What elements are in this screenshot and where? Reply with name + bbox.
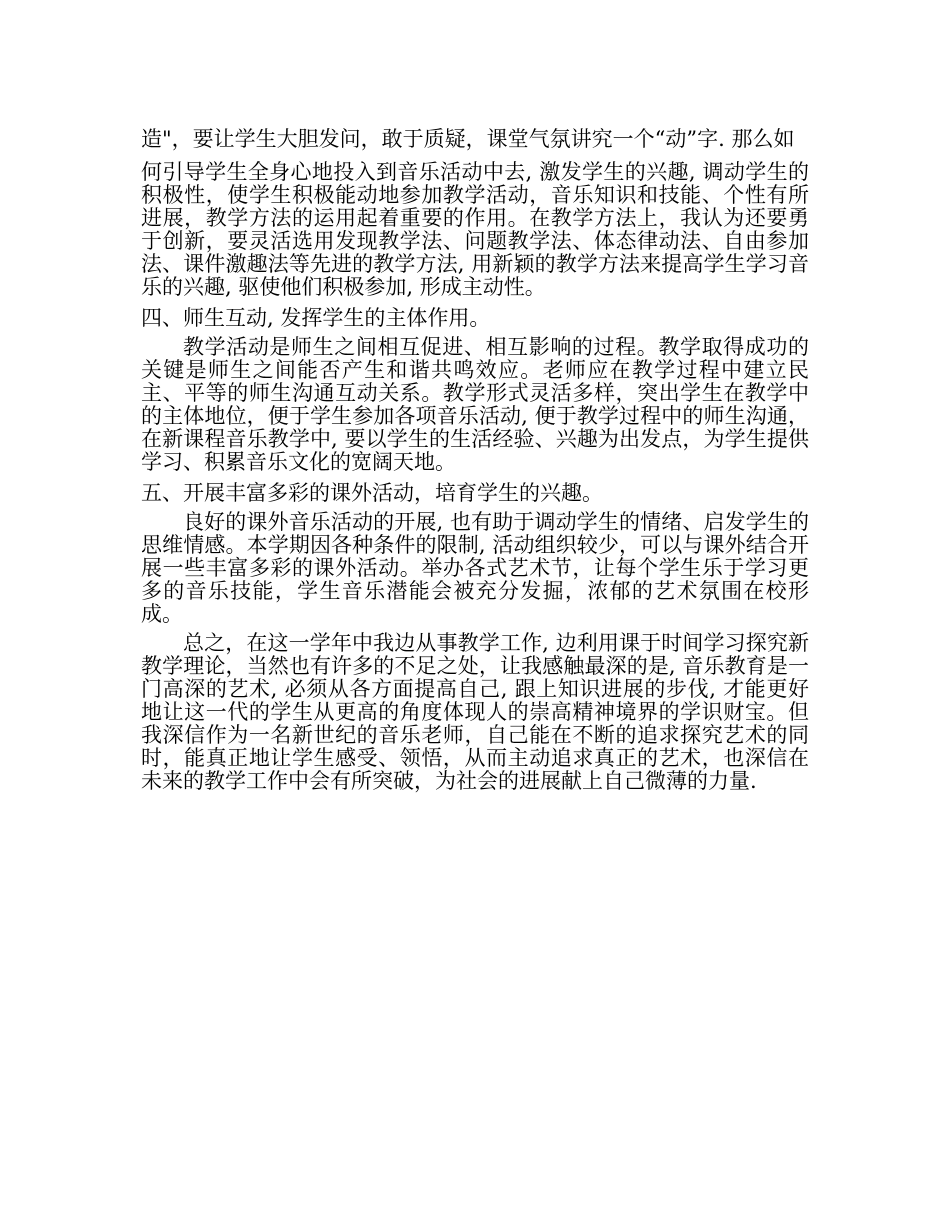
paragraph-conclusion: 总之，在这一学年中我边从事教学工作, 边利用课于时间学习探究新教学理论，当然也有许多的不足之处，让我感触最深的是, 音乐教育是一门高深的艺术, 必须从各方面提高自己, 跟上知识进展的步伐, 才能更好地让这一代的学生从更高的角度体现人的崇高精神境界的学识财宝。但我深信作为一名新世纪的音乐老师，自己能在不断的追求探究艺术的同时，能真正地让学生感受、领悟，从而主动追求真正的艺术，也深信在未来的教学工作中会有所突破，为社会的进展献上自己微薄的力量. — [141, 631, 809, 793]
section-heading-teacher-student-interaction: 四、师生互动, 发挥学生的主体作用。 — [141, 306, 491, 330]
paragraph-continuation-line: 造"，要让学生大胆发问，敢于质疑，课堂气氛讲究一个“动”字. 那么如 — [141, 127, 795, 151]
section-heading-extracurricular-activities: 五、开展丰富多彩的课外活动，培育学生的兴趣。 — [141, 481, 603, 505]
paragraph-teacher-student-interaction: 教学活动是师生之间相互促进、相互影响的过程。教学取得成功的关键是师生之间能否产生和谐共鸣效应。老师应在教学过程中建立民主、平等的师生沟通互动关系。教学形式灵活多样，突出学生在教学中的主体地位，便于学生参加各项音乐活动, 便于教学过程中的师生沟通，在新课程音乐教学中, 要以学生的生活经验、兴趣为出发点，为学生提供学习、积累音乐文化的宽阔天地。 — [141, 335, 809, 474]
paragraph-extracurricular-activities: 良好的课外音乐活动的开展, 也有助于调动学生的情绪、启发学生的思维情感。本学期因各种条件的限制, 活动组织较少，可以与课外结合开展一些丰富多彩的课外活动。举办各式艺术节，让每个学生乐于学习更多的音乐技能，学生音乐潜能会被充分发掘，浓郁的艺术氛围在校形成。 — [141, 510, 809, 626]
document-body — [141, 128, 809, 793]
paragraph-teaching-methods: 何引导学生全身心地投入到音乐活动中去, 激发学生的兴趣, 调动学生的积极性，使学生积极能动地参加教学活动，音乐知识和技能、个性有所进展，教学方法的运用起着重要的作用。在教学方法上，我认为还要勇于创新，要灵活选用发现教学法、问题教学法、体态律动法、自由参加法、课件激趣法等先进的教学方法, 用新颖的教学方法来提高学生学习音乐的兴趣, 驱使他们积极参加, 形成主动性。 — [141, 160, 809, 299]
